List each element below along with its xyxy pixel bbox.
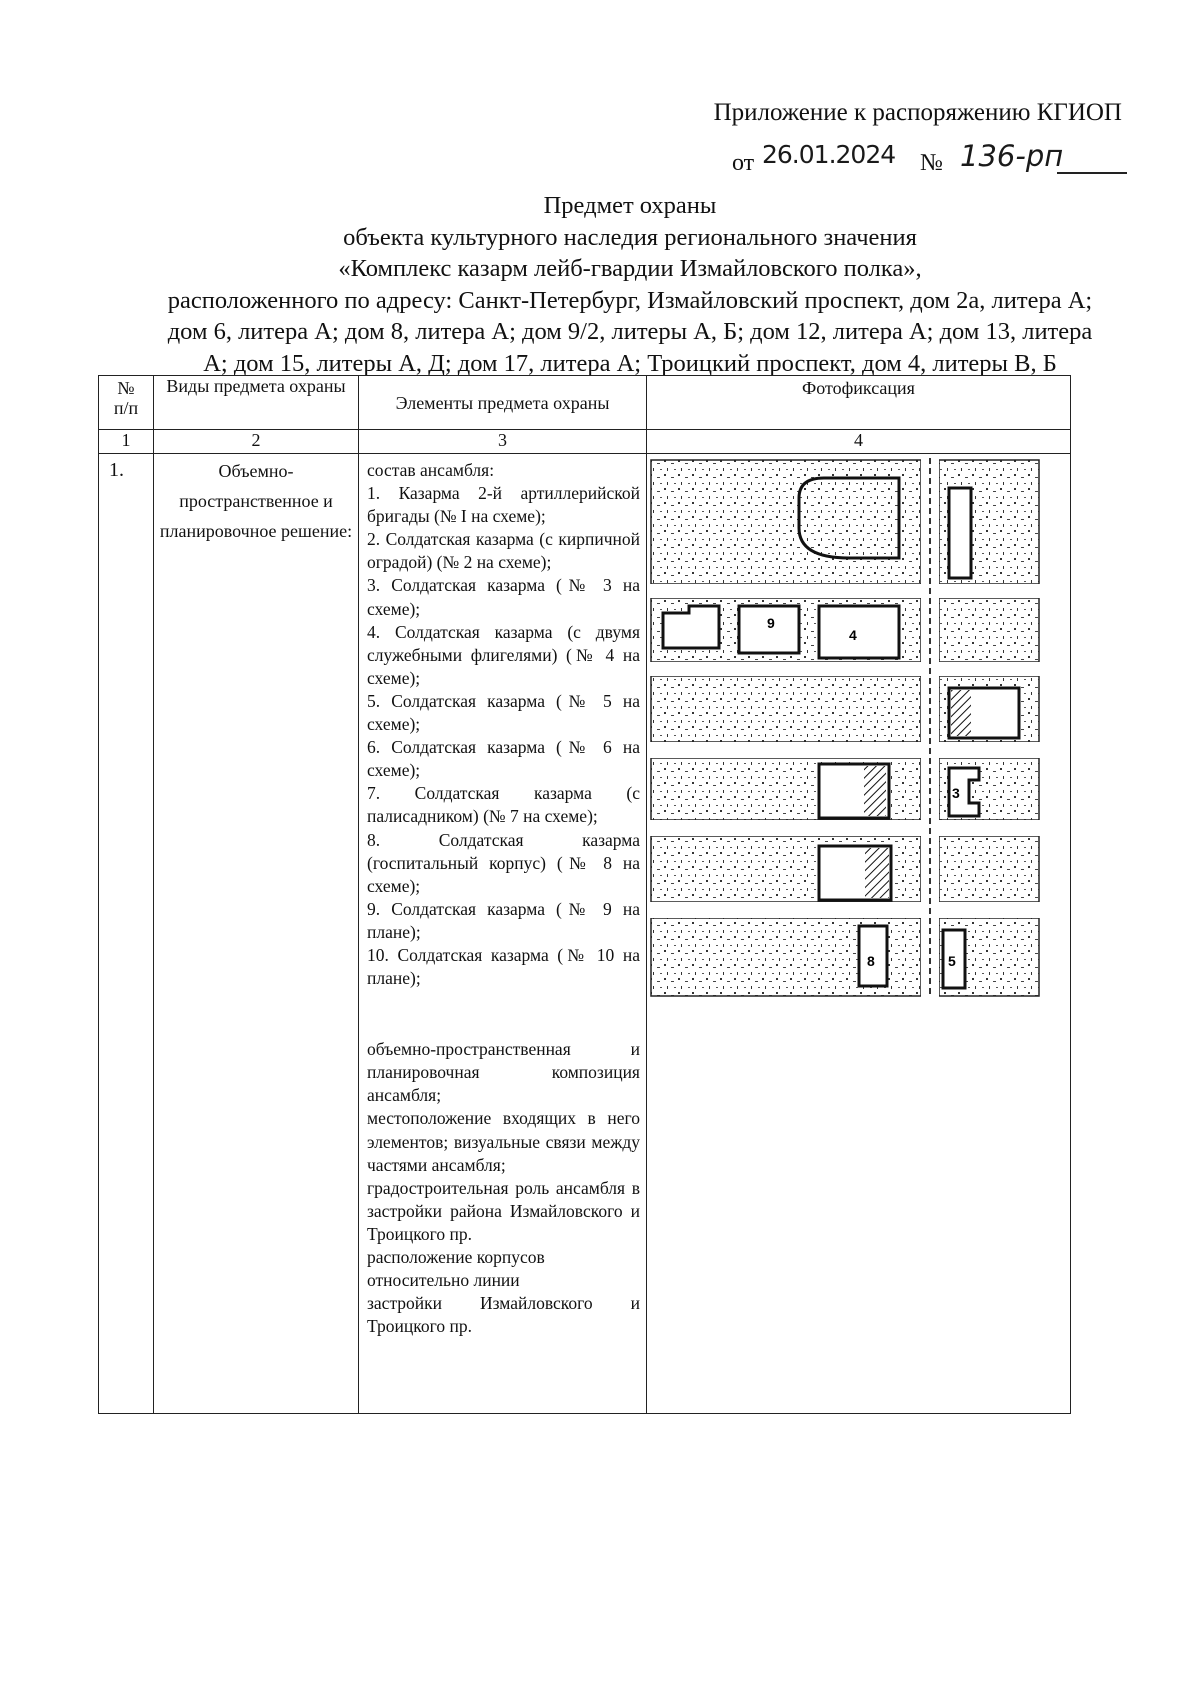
- element-item: 9. Солдатская казарма (№ 9 на плане);: [367, 898, 640, 942]
- header-photo: Фотофиксация: [647, 376, 1071, 430]
- handwritten-order-number: [956, 132, 1106, 176]
- col-number-1: 1: [99, 430, 154, 454]
- site-plan-image: [649, 458, 1041, 998]
- document-title: [150, 190, 1110, 379]
- map-label-3: 3: [952, 785, 960, 801]
- title-line-3: «Комплекс казарм лейб-гвардии Измайловского полка»,: [338, 255, 922, 282]
- header-type: Виды предмета охраны: [154, 376, 359, 430]
- element-item: 3. Солдатская казарма (№ 3 на схеме);: [367, 575, 640, 619]
- table-row: [99, 454, 1071, 1414]
- composition-item: местоположение входящих в него элементов; визуальные связи между частями ансамбля;: [367, 1108, 640, 1175]
- element-item: 6. Солдатская казарма (№ 6 на схеме);: [367, 737, 640, 781]
- table-header-row: [99, 376, 1071, 430]
- element-item: 10. Солдатская казарма (№ 10 на плане);: [367, 944, 640, 989]
- header-elements: Элементы предмета охраны: [359, 376, 647, 430]
- title-line-4: расположенного по адресу: Санкт-Петербург, Измайловский проспект, дом 2а, литера А;: [167, 286, 1093, 314]
- composition-item: расположение корпусов относительно линии: [367, 1247, 545, 1291]
- appendix-line: Приложение к распоряжению КГИОП: [713, 99, 1122, 126]
- col-number-2: 2: [154, 430, 359, 454]
- site-plan-map: [649, 458, 1041, 998]
- element-item: 7. Солдатская казарма (с палисадником) (№ 7 на схеме);: [367, 783, 640, 827]
- composition-item: объемно-пространственная и планировочная композиция ансамбля;: [367, 1039, 640, 1106]
- col-number-4: 4: [647, 430, 1071, 454]
- element-item: 4. Солдатская казарма (с двумя служебными флигелями) (№ 4 на схеме);: [367, 621, 640, 688]
- title-line-6: А; дом 15, литеры А, Д; дом 17, литера А; Троицкий проспект, дом 4, литеры В, Б: [203, 349, 1057, 377]
- protection-subject-table: [98, 375, 1071, 1414]
- element-item: состав ансамбля:: [367, 460, 495, 480]
- order-prefix: от: [732, 150, 755, 176]
- map-label-5: 5: [948, 953, 956, 969]
- title-line-2: объекта культурного наследия регионального значения: [343, 223, 917, 251]
- map-label-4: 4: [849, 627, 857, 643]
- col-number-3: 3: [359, 430, 647, 454]
- element-item: 2. Солдатская казарма (с кирпичной оградой) (№ 2 на схеме);: [367, 529, 640, 573]
- composition-item: градостроительная роль ансамбля в застройки района Измайловского и Троицкого пр.: [367, 1177, 640, 1244]
- map-label-8: 8: [867, 953, 875, 969]
- map-label-9: 9: [767, 615, 775, 631]
- title-line-1: Предмет охраны: [543, 192, 717, 219]
- composition-item: застройки Измайловского и Троицкого пр.: [367, 1293, 640, 1337]
- element-item: 5. Солдатская казарма (№ 5 на схеме);: [367, 690, 640, 735]
- order-date: 26.01.2024: [762, 140, 896, 169]
- element-item: 8. Солдатская казарма (госпитальный корпус) (№ 8 на схеме);: [367, 829, 640, 896]
- protection-type: Объемно-пространственное и планировочное решение:: [154, 454, 359, 1414]
- row-number: 1.: [99, 454, 154, 1414]
- photo-cell: [647, 454, 1071, 1414]
- title-line-5: дом 6, литера А; дом 8, литера А; дом 9/2, литеры А, Б; дом 12, литера А; дом 13, литера: [167, 318, 1093, 345]
- svg-text:136-рп: 136-рп: [960, 139, 1064, 173]
- element-item: 1. Казарма 2-й артиллерийской бригады (№ I на схеме);: [367, 483, 640, 527]
- protection-elements: [359, 454, 647, 1414]
- header-number: № п/п: [99, 376, 154, 430]
- order-number-label: №: [920, 150, 943, 176]
- order-underline: [1057, 172, 1127, 174]
- table-number-row: [99, 430, 1071, 454]
- order-line: [732, 140, 1122, 176]
